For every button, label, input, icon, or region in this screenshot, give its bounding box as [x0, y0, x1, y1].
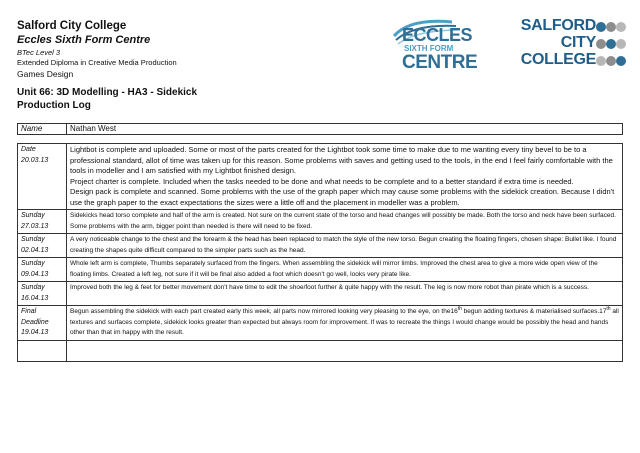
log-date-cell [18, 234, 67, 258]
log-day-2: Deadline [21, 318, 49, 326]
name-table [17, 123, 623, 135]
log-row [18, 258, 623, 282]
dot-icon [596, 39, 606, 49]
unit-subtitle: Production Log [17, 100, 91, 111]
salford-logo-line2: CITY [560, 34, 596, 51]
log-entry-cell-empty [67, 340, 623, 361]
ordinal-suffix: th [606, 305, 611, 312]
centre-name: Eccles Sixth Form Centre [17, 34, 151, 46]
eccles-logo-line2: SIXTH FORM [404, 44, 454, 53]
name-label: Name [18, 124, 67, 135]
eccles-logo-line3: CENTRE [402, 52, 478, 73]
log-date: 20.03.13 [21, 156, 49, 164]
log-text-part: Begun assembling the sidekick with each part created early this week, all parts now mirrored looking very pleasing to the eye, on the16 [70, 308, 458, 315]
dot-icon [606, 22, 616, 32]
log-day: Sunday [21, 260, 45, 267]
log-date-cell [18, 258, 67, 282]
log-entry-paragraph: Design pack is complete and scanned. Some problems with the use of the graph paper which may cause some problems with the sidekick creation. Because I didn't use the graph paper to the exact expectations the sizes were a little off and the placement in modeller was a problem. [70, 187, 615, 207]
dot-icon [606, 56, 616, 66]
log-text-part: all textures and surfaces complete, sidekick looks greater than expected but always room for improvement. If was to recreate the things I would change would be possibly the head and hands other than that im happy with the result. [70, 308, 619, 336]
log-entry-cell: A very noticeable change to the chest and the forearm & the head has been replaced to match the style of the new torso. Begun creating the floating fingers, chosen shape: Bullet like. I found creating the shapes quite difficult compared to the simpler parts such as the head. [67, 234, 623, 258]
unit-heading [17, 86, 197, 112]
log-day: Sunday [21, 236, 45, 243]
log-date-cell [18, 282, 67, 306]
logo-dots-row1 [596, 20, 626, 32]
log-entry-cell: Sidekicks head torso complete and half of the arm is created. Not sure on the current state of the torso and head changes will possibly be made. Both the torso and neck have been surfaced. Some problems with the arm, bigger point than needed is there will need to be fixed. [67, 210, 623, 234]
logo-dots-row3 [596, 54, 626, 66]
log-date-cell [18, 306, 67, 341]
eccles-logo-line1: ECCLES [402, 25, 473, 45]
ordinal-suffix: th [457, 305, 462, 312]
log-row [18, 282, 623, 306]
log-date: 27.03.13 [21, 222, 49, 230]
name-value: Nathan West [67, 124, 623, 135]
log-date-cell [18, 210, 67, 234]
salford-city-college-logo [500, 17, 626, 69]
log-row-first [18, 144, 623, 210]
log-date-cell-empty [18, 340, 67, 361]
document-header [17, 19, 177, 80]
log-row [18, 210, 623, 234]
course-level: BTec Level 3 [17, 48, 61, 57]
dot-icon [616, 39, 626, 49]
eccles-sixth-form-logo [390, 16, 478, 76]
log-date: 16.04.13 [21, 294, 49, 302]
salford-logo-line1: SALFORD [520, 17, 596, 34]
college-name: Salford City College [17, 20, 127, 32]
log-date: 09.04.13 [21, 270, 49, 278]
log-day: Final [21, 308, 37, 315]
log-entry-cell [67, 144, 623, 210]
date-header-label: Date [21, 146, 36, 153]
log-entry-cell: Whole left arm is complete, Thumbs separately surfaced from the fingers. When assembling the sidekick will mirror limbs. Improved the chest area to give a more wide open view of the floating limbs. Created a left leg, not sure if it will be final also added a foot which doesn't go well, looks very pirate like. [67, 258, 623, 282]
log-entry-cell [67, 306, 623, 341]
log-entry-cell: Improved both the leg & feet for better movement don't have time to edit the shoe/foot further & quite happy with the result. The leg is now more robot than pirate which is a success. [67, 282, 623, 306]
log-row-empty [18, 340, 623, 361]
log-day: Sunday [21, 284, 45, 291]
name-row [18, 124, 623, 135]
dot-icon [616, 22, 626, 32]
log-entry-paragraph: Project charter is complete. Included when the tasks needed to be done and what needs to be complete and to a better standard if extra time is needed. [70, 176, 574, 186]
log-entry-paragraph: Lightbot is complete and uploaded. Some or most of the parts created for the Lightbot took some time to make due to me wanting every tiny bevel to be to a professional standard, allot of time was taken up for this reason. Some problems with saves and getting used to the tools, in the end I feel fairly comfortable with the tools in modeller and I am satisfied with my Lightbot finished design. [70, 145, 613, 175]
unit-title: Unit 66: 3D Modelling - HA3 - Sidekick [17, 87, 198, 98]
dot-icon [596, 56, 606, 66]
production-log-table [17, 143, 623, 362]
subject-name: Games Design [17, 69, 74, 79]
log-row [18, 234, 623, 258]
log-date: 02.04.13 [21, 246, 49, 254]
log-text-part: begun adding textures & materialised surfaces.17 [461, 308, 607, 315]
dot-icon [606, 39, 616, 49]
log-date: 19.04.13 [21, 329, 49, 336]
course-name: Extended Diploma in Creative Media Production [17, 58, 177, 67]
log-row-final [18, 306, 623, 341]
log-day: Sunday [21, 212, 45, 219]
logo-dots-row2 [596, 37, 626, 49]
log-date-cell [18, 144, 67, 210]
dot-icon [616, 56, 626, 66]
dot-icon [596, 22, 606, 32]
salford-logo-line3: COLLEGE [520, 51, 596, 68]
